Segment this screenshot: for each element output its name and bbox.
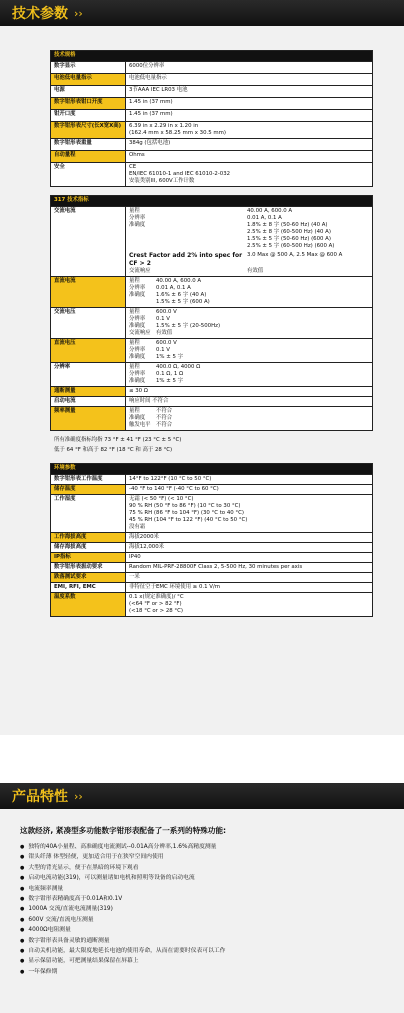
chevron-right-icon: ›› — [74, 6, 83, 20]
table-row: 频率测量 量程 不符合 准确度 不符合 触发电平 不符合 — [51, 407, 373, 431]
list-item: ● 独特的40A小量程、高准确度电流测试--0.01A高分辨率,1.6%高精度测量 — [20, 842, 384, 852]
table-row: IP指标 IP40 — [51, 552, 373, 562]
table-row: 数字显示 6000位分辨率 — [51, 62, 373, 74]
section-gap — [0, 735, 404, 783]
list-item: ● 大型的背光显示，便于在黑暗的环境下观看 — [20, 863, 384, 873]
accuracy-notes: 所有准确度指标均指 73 °F ± 41 °F (23 °C ± 5 °C) 低于 64 °F 和高于 82 °F (18 °C 和 高于 28 °C) — [54, 437, 182, 453]
table-row: 交流电流 量程 分辨率 准确度 40.00 A, 600.0 A 0.01 A, 0.1 A 1.8% ± 8 字 (50-60 Hz) (40 A) 2.5% ± 8 字 (60-500 Hz) (40 A) 1.5% ± 5 字 (50-60 Hz) (600 A) 2.5% ± 5 字 (60-500 Hz) (600 A) Crest Factor add 2% into spec for CF > 2 3.0 Max @ 500 A, 2.5 Max @ 600 A 交流响应 有效值 — [51, 207, 373, 277]
chevron-right-icon: ›› — [74, 789, 83, 803]
table-row: 数字钳形表工作温度 14°F to 122°F (10 °C to 50 °C) — [51, 474, 373, 484]
list-item: ● 600V 交流/直流电压测量 — [20, 915, 384, 925]
table-row: 数字钳形表重量 384g (包括电池) — [51, 139, 373, 151]
features-title: 产品特性 — [12, 789, 68, 805]
list-item: ● 钳头纤薄 体型轻便，更加适合用于在狭窄空间内使用 — [20, 852, 384, 862]
list-item: ● 4000Ω电阻测量 — [20, 925, 384, 935]
spec-table-header: 技术规格 — [51, 51, 373, 62]
table-row: 工作海拔高度 海拔2000米 — [51, 532, 373, 542]
table-row: 数字钳形表尺寸(长X宽X高) 6.39 in x 2.29 in x 1.20 in (162.4 mm x 58.25 mm x 30.5 mm) — [51, 122, 373, 139]
list-item: ● 一年保修期 — [20, 967, 384, 977]
features-heading: 这款经济, 紧凑型多功能数字钳形表配备了一系列的特殊功能: — [20, 826, 226, 835]
table-row: 储存海拔高度 海拔12,000米 — [51, 542, 373, 552]
table-row: 安全 CE EN/IEC 61010-1 and IEC 61010-2-032 安装类别III, 600V工作计数 — [51, 163, 373, 187]
table-row: 通断测量 ≤ 30 Ω — [51, 387, 373, 397]
model-317-table — [50, 195, 373, 431]
table-row: 跌落测试要求 一米 — [51, 572, 373, 582]
table-row: 电池低电量指示 电池低电量指示 — [51, 74, 373, 86]
list-item: ● 启动电流功能(319)，可以测量诸如电机和照明等设备的启动电流 — [20, 873, 384, 883]
table-row: 储存温度 -40 °F to 140 °F (-40 °C to 60 °C) — [51, 484, 373, 494]
table-row: 钳开口度 1.45 in (37 mm) — [51, 110, 373, 122]
features-header — [0, 783, 404, 809]
table-row: 数字钳形表振动要求 Random MIL-PRF-28800F Class 2, 5-500 Hz, 30 minutes per axis — [51, 562, 373, 572]
table-row: 交流电压 量程 600.0 V 分辨率 0.1 V 准确度 1.5% ± 5 字 (20-500Hz) 交流响应 有效值 — [51, 307, 373, 338]
table-row: 直流电流 量程 40.00 A, 600.0 A 分辨率 0.01 A, 0.1 A 准确度 1.6% ± 6 字 (40 A) 1.5% ± 5 字 (600 A) — [51, 276, 373, 307]
feature-list — [20, 842, 384, 977]
list-item: ● 数字钳形表具备灵敏的通断测量 — [20, 936, 384, 946]
tech-specs-title: 技术参数 — [12, 6, 68, 22]
model-317-header: 317 技术指标 — [51, 196, 373, 207]
list-item: ● 显示保留功能，可把测量结果保留在屏幕上 — [20, 956, 384, 966]
tech-specs-section — [0, 26, 404, 735]
table-row: 工作湿度 无霜 (< 50 °F) (< 10 °C) 90 % RH (50 °F to 86 °F) (10 °C to 30 °C) 75 % RH (86 °F to 104 °F) (30 °C to 40 °C) 45 % RH (104 °F to 122 °F) (40 °C to 50 °C) 没有霜 — [51, 494, 373, 532]
table-row: 数字钳形表钳口开度 1.45 in (37 mm) — [51, 98, 373, 110]
table-row: 直流电压 量程 600.0 V 分辨率 0.1 V 准确度 1% ± 5 字 — [51, 338, 373, 362]
table-row: 自动量程 Ohms — [51, 151, 373, 163]
list-item: ● 1000A 交流/直流电流测量(319) — [20, 904, 384, 914]
list-item: ● 自动关机功能，最大限度地延长电池的使用寿命，从而在需要时仪表可以工作 — [20, 946, 384, 956]
table-row: 温度系数 0.1 x(规定准确度)/ °C (<64 °F or > 82 °F) (<18 °C or > 28 °C) — [51, 592, 373, 616]
features-section — [0, 809, 404, 1013]
list-item: ● 数字钳形表精确度高于0.01A和0.1V — [20, 894, 384, 904]
table-row: 启动电流 响应时间 不符合 — [51, 397, 373, 407]
environment-table — [50, 463, 373, 617]
list-item: ● 电流频率测量 — [20, 884, 384, 894]
table-row: EMI, RFI, EMC 非特征空于EMC 环境使用 ≥ 0.1 V/m — [51, 582, 373, 592]
table-row: 分辨率 量程 400.0 Ω, 4000 Ω 分辨率 0.1 Ω, 1 Ω 准确度 1% ± 5 字 — [51, 362, 373, 386]
tech-specs-header — [0, 0, 404, 26]
spec-table — [50, 50, 373, 187]
table-row: 电源 3节AAA IEC LR03 电池 — [51, 86, 373, 98]
environment-header: 环境参数 — [51, 463, 373, 474]
